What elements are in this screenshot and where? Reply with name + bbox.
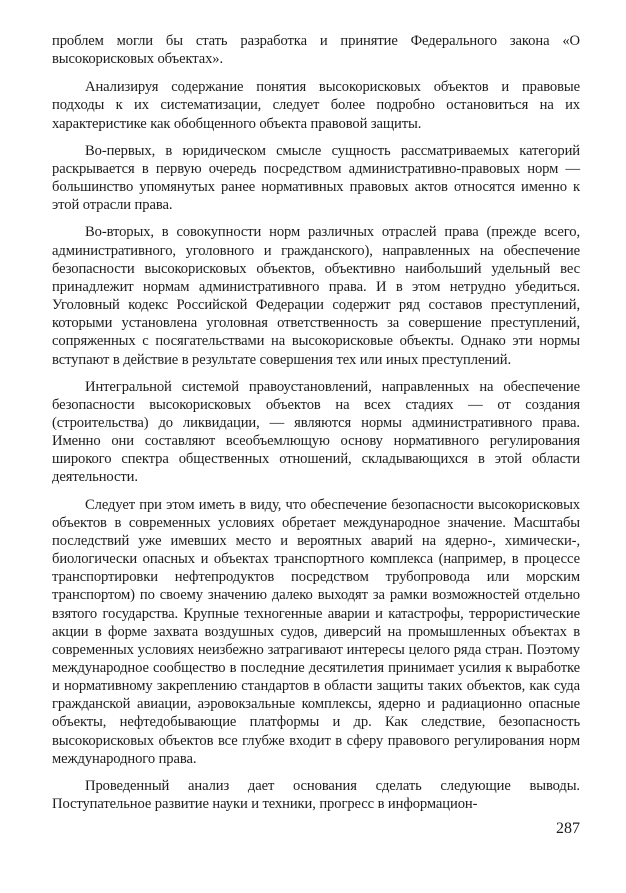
paragraph: Во-вторых, в совокупности норм различных отраслей права (прежде всего, административного, уголовного и гражданского), направленных на обеспечение безопасности высокорисковых объектов, объективно наибольший удельный вес принадлежит нормам административного права. И в этом нетрудно убедиться. Уголовный кодекс Российской Федерации содержит ряд составов преступлений, которыми установлена уголовная ответственность за совершение преступлений, сопряженных с посягательствами на высокорисковые объекты. Однако эти нормы вступают в действие в результате совершения тех или иных преступлений. bbox=[52, 224, 580, 368]
paragraph: Следует при этом иметь в виду, что обеспечение безопасности высокорисковых объектов в современных условиях обретает международное значение. Масштабы последствий уже имевших место и вероятных аварий на ядерно-, химически-, биологически опасных и объектах транспортного комплекса (например, в процессе транспортировки нефтепродуктов посредством трубопровода или морским транспортом) по своему значению далеко выходят за рамки возможностей отдельно взятого государства. Крупные техногенные аварии и катастрофы, террористические акции в форме захвата воздушных судов, диверсий на промышленных объектах в современных условиях неизбежно затрагивают интересы целого ряда стран. Поэтому международное сообщество в последние десятилетия принимает усилия к выработке и нормативному закреплению стандартов в области защиты таких объектов, как суда гражданской авиации, аэровокзальные комплексы, ядерно и радиационно опасные объекты, нефтедобывающие платформы и др. Как следствие, безопасность высокорисковых объектов все глубже входит в сферу правового регулирования норм международного права. bbox=[52, 496, 580, 767]
paragraph: Во-первых, в юридическом смысле сущность рассматриваемых категорий раскрывается в первую очередь посредством административно-правовых норм — большинство упомянутых ранее нормативных правовых актов относятся именно к этой отрасли права. bbox=[52, 142, 580, 214]
paragraph: Анализируя содержание понятия высокорисковых объектов и правовые подходы к их систематизации, следует более подробно остановиться на их характеристике как обобщенного объекта правовой защиты. bbox=[52, 79, 580, 132]
paragraph-continuation: проблем могли бы стать разработка и принятие Федерального закона «О высокорисковых объектах». bbox=[52, 33, 580, 68]
paragraph: Интегральной системой правоустановлений, направленных на обеспечение безопасности высокорисковых объектов на всех стадиях — от создания (строительства) до ликвидации, — являются нормы административного права. Именно они составляют всеобъемлющую основу нормативного регулирования широкого спектра общественных отношений, складывающихся в этой области деятельности. bbox=[52, 378, 580, 486]
paragraph: Проведенный анализ дает основания сделать следующие выводы. Поступательное развитие науки и техники, прогресс в информацион- bbox=[52, 777, 580, 813]
page-number: 287 bbox=[556, 820, 580, 837]
document-page bbox=[52, 32, 580, 822]
